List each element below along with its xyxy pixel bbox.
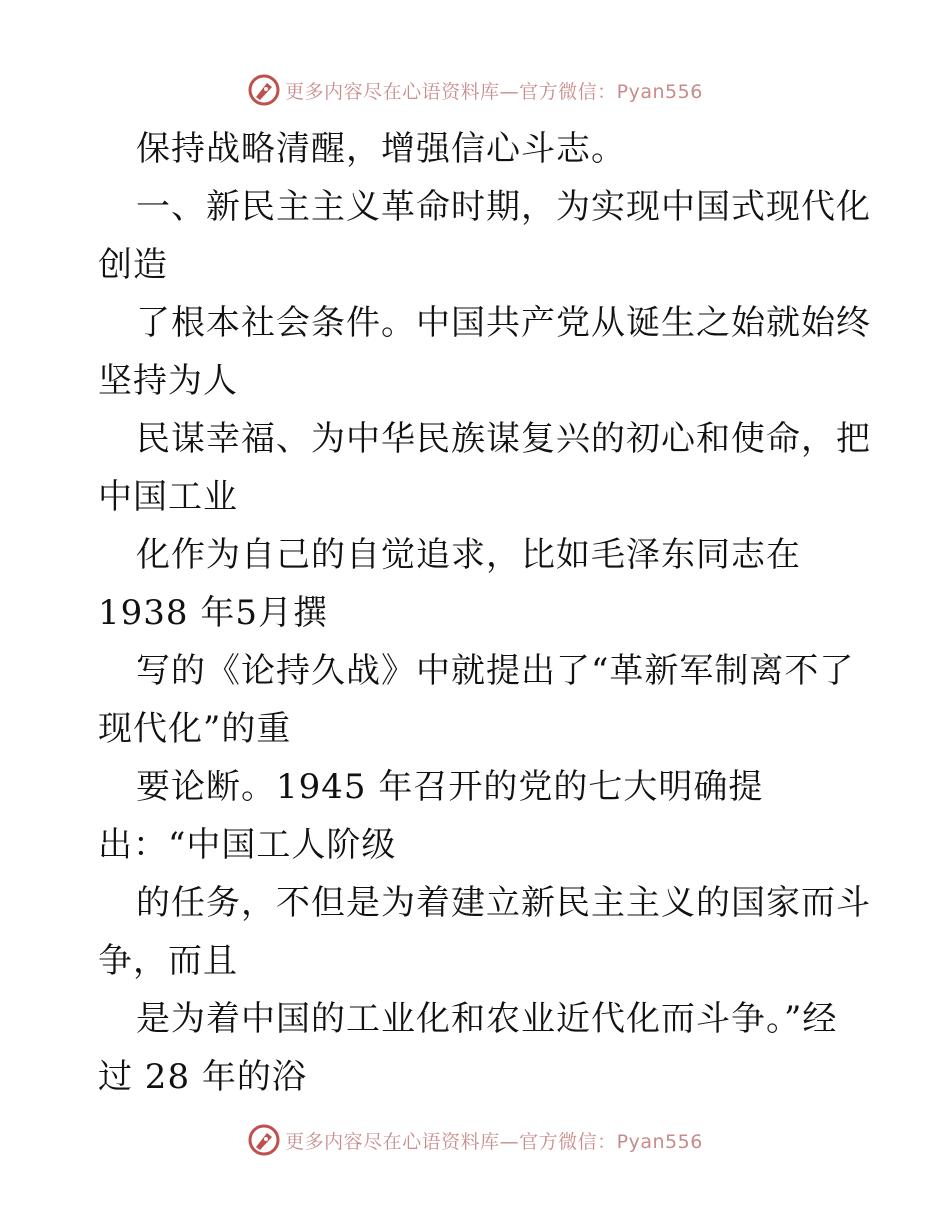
body-line: 化作为自己的自觉追求，比如毛泽东同志在: [136, 535, 801, 575]
body-line: 民谋幸福、为中华民族谋复兴的初心和使命，把: [136, 419, 871, 459]
body-line: 1938 年5月撰: [98, 593, 328, 633]
body-line: 写的《论持久战》中就提出了“革新军制离不了: [136, 651, 855, 691]
body-line: 坚持为人: [98, 361, 238, 401]
pen-nib-logo-icon: [247, 73, 281, 107]
body-line: 一、新民主主义革命时期，为实现中国式现代化: [136, 187, 871, 227]
body-line: 了根本社会条件。中国共产党从诞生之始就始终: [136, 303, 871, 343]
body-line: 要论断。1945 年召开的党的七大明确提: [136, 767, 764, 807]
watermark-header: [0, 70, 950, 110]
body-line: 中国工业: [98, 477, 238, 517]
watermark-text: 更多内容尽在心语资料库—官方微信：Pyan556: [285, 80, 703, 103]
body-line: 现代化”的重: [98, 709, 292, 749]
body-line: 出：“中国工人阶级: [98, 825, 397, 865]
watermark-text: 更多内容尽在心语资料库—官方微信：Pyan556: [285, 1130, 703, 1153]
document-body: [98, 120, 871, 1106]
body-line: 过 28 年的浴: [98, 1057, 307, 1097]
body-line: 的任务，不但是为着建立新民主主义的国家而斗: [136, 883, 871, 923]
body-line: 保持战略清醒，增强信心斗志。: [136, 129, 626, 169]
watermark-footer: [0, 1120, 950, 1160]
body-line: 是为着中国的工业化和农业近代化而斗争。”经: [136, 999, 838, 1039]
body-line: 争，而且: [98, 941, 238, 981]
body-line: 创造: [98, 245, 168, 285]
pen-nib-logo-icon: [247, 1123, 281, 1157]
